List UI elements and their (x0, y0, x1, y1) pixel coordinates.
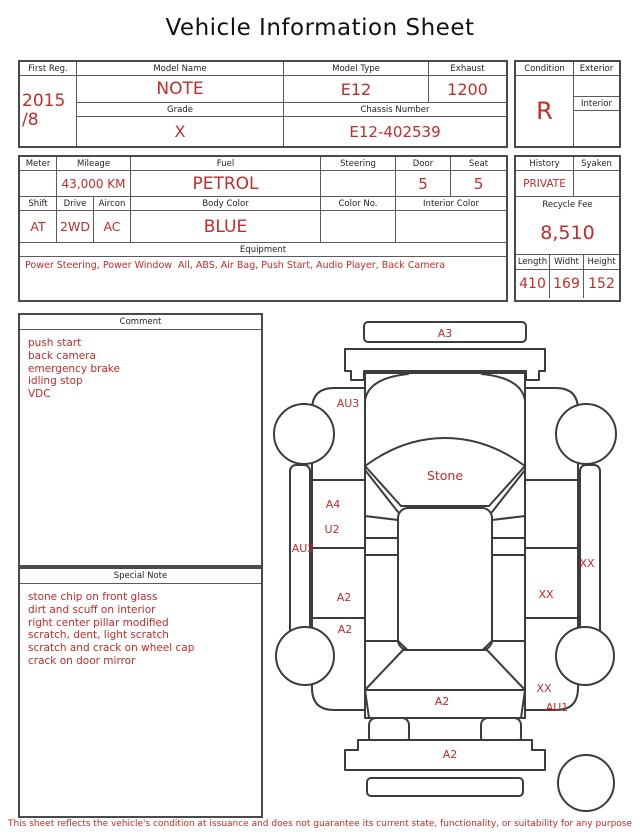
page-title: Vehicle Information Sheet (165, 15, 475, 41)
steering-value (321, 171, 396, 196)
comment-line: push start (28, 337, 82, 349)
model-type-value: E12 (340, 79, 372, 99)
damage-label-a3: A3 (437, 327, 453, 340)
right-rear-wheel (556, 627, 614, 685)
meter-label: Meter (20, 157, 57, 171)
damage-label-au1: AU1 (545, 701, 569, 714)
model-type-label: Model Type (284, 62, 428, 76)
steering-label: Steering (321, 157, 396, 171)
condition-value: R (536, 97, 553, 125)
left-rear-door (312, 548, 365, 618)
damage-label-xx-right-door: XX (538, 588, 554, 601)
interior-label: Interior (574, 97, 619, 111)
meter-value (20, 171, 57, 196)
comment-line: VDC (28, 388, 51, 401)
history-value: PRIVATE (516, 171, 574, 196)
right-front-window (492, 516, 525, 538)
comment-line: idling stop (28, 375, 83, 388)
exhaust-value: 1200 (447, 79, 488, 99)
interior-color-value (396, 211, 506, 242)
door-label: Door (396, 157, 451, 171)
drive-label: Drive (57, 197, 94, 211)
damage-label-a2-hatch: A2 (434, 695, 450, 708)
damage-label-xx-right-sill: XX (579, 557, 595, 570)
height-label: Height (587, 257, 616, 267)
recycle-fee-value: 8,510 (516, 212, 619, 255)
condition-table (514, 60, 621, 148)
seat-label: Seat (468, 159, 489, 169)
syaken-value (574, 171, 619, 196)
mileage-value: 43,000 KM (57, 171, 131, 196)
chassis-number-label: Chassis Number (284, 103, 506, 117)
length-value: 410 (516, 270, 550, 298)
comment-lines (20, 330, 261, 408)
door-value: 5 (396, 171, 451, 196)
first-reg-month: /8 (22, 110, 39, 130)
spare-wheel (558, 755, 614, 811)
grade-value: X (174, 122, 186, 141)
exhaust-label: Exhaust (429, 62, 506, 76)
spec-table (18, 155, 508, 302)
car-top-view-drawing (270, 310, 640, 815)
aircon-value: AC (94, 211, 131, 242)
comment-box (18, 313, 263, 567)
rear-lower-strip (367, 778, 523, 796)
mileage-label: Mileage (57, 157, 131, 171)
roof-panel (398, 508, 492, 650)
model-name-value: NOTE (77, 76, 283, 103)
left-front-door (312, 480, 365, 548)
damage-label-a2-left-door: A2 (336, 591, 352, 604)
special-note-box (18, 567, 263, 818)
special-note-label: Special Note (20, 569, 261, 584)
left-front-wheel (274, 404, 334, 464)
syaken-label: Syaken (581, 159, 612, 169)
first-reg-label: First Reg. (20, 62, 76, 76)
disclaimer-text: This sheet reflects the vehicle's condition at issuance and does not guarantee its current state, functionality, or suitability for any purpose (7, 819, 633, 829)
damage-label-a2-left-quarter: A2 (337, 623, 353, 636)
length-label: Length (516, 255, 550, 269)
model-name-label: Model Name (77, 62, 283, 76)
special-note-line: crack on door mirror (28, 654, 136, 667)
vehicle-identity-table (18, 60, 508, 148)
damage-label-au2: AU2 (291, 542, 315, 555)
interior-color-label: Interior Color (423, 199, 479, 209)
aircon-label: Aircon (94, 197, 131, 211)
exterior-label: Exterior (574, 62, 619, 76)
drive-value: 2WD (57, 211, 94, 242)
condition-label: Condition (516, 62, 573, 76)
special-note-line: dirt and scuff on interior (28, 603, 156, 616)
special-note-line: scratch, dent, light scratch (28, 629, 169, 642)
history-fee-table (514, 155, 621, 302)
first-reg-value (20, 76, 76, 146)
car-damage-diagram (270, 310, 640, 815)
comment-label: Comment (20, 315, 261, 330)
body-color-label: Body Color (131, 197, 321, 211)
special-note-line: scratch and crack on wheel cap (28, 642, 195, 655)
damage-label-a2-bumper: A2 (442, 748, 458, 761)
color-no-label: Color No. (321, 197, 396, 211)
right-front-door (525, 480, 578, 548)
seat-value: 5 (473, 174, 484, 193)
damage-label-xx-right-quarter: XX (536, 682, 552, 695)
damage-label-a4: A4 (325, 498, 341, 511)
right-sill-panel (580, 465, 600, 640)
equipment-label: Equipment (20, 243, 506, 257)
fuel-label: Fuel (131, 157, 321, 171)
history-label: History (516, 157, 574, 171)
chassis-number-value: E12-402539 (349, 122, 441, 141)
right-front-wheel (556, 404, 616, 464)
special-note-line: stone chip on front glass (28, 591, 158, 603)
special-note-line: right center pillar modified (28, 616, 169, 629)
left-rear-wheel (276, 627, 334, 685)
left-front-window (365, 516, 398, 538)
height-value: 152 (588, 276, 615, 292)
grade-label: Grade (77, 103, 283, 117)
left-rear-window (365, 555, 398, 641)
comment-line: emergency brake (28, 362, 120, 375)
width-value: 169 (550, 270, 584, 298)
recycle-fee-label: Recycle Fee (542, 199, 593, 210)
width-label: Widht (550, 255, 584, 269)
interior-value (574, 111, 619, 146)
shift-label: Shift (20, 197, 57, 211)
right-rear-door (525, 548, 578, 618)
first-reg-year: 2015 (22, 91, 66, 111)
damage-label-stone: Stone (426, 468, 464, 483)
comment-line: back camera (28, 349, 96, 362)
damage-label-u2: U2 (324, 523, 340, 536)
shift-value: AT (20, 211, 57, 242)
color-no-value (321, 211, 396, 242)
special-note-lines (20, 584, 261, 675)
equipment-value: Power Steering, Power Window All, ABS, Air Bag, Push Start, Audio Player, Back Camera (25, 260, 446, 271)
fuel-value: PETROL (131, 171, 321, 196)
damage-label-au3: AU3 (336, 397, 360, 410)
right-rear-window (492, 555, 525, 641)
body-color-value: BLUE (131, 211, 321, 242)
exterior-value (574, 76, 619, 97)
